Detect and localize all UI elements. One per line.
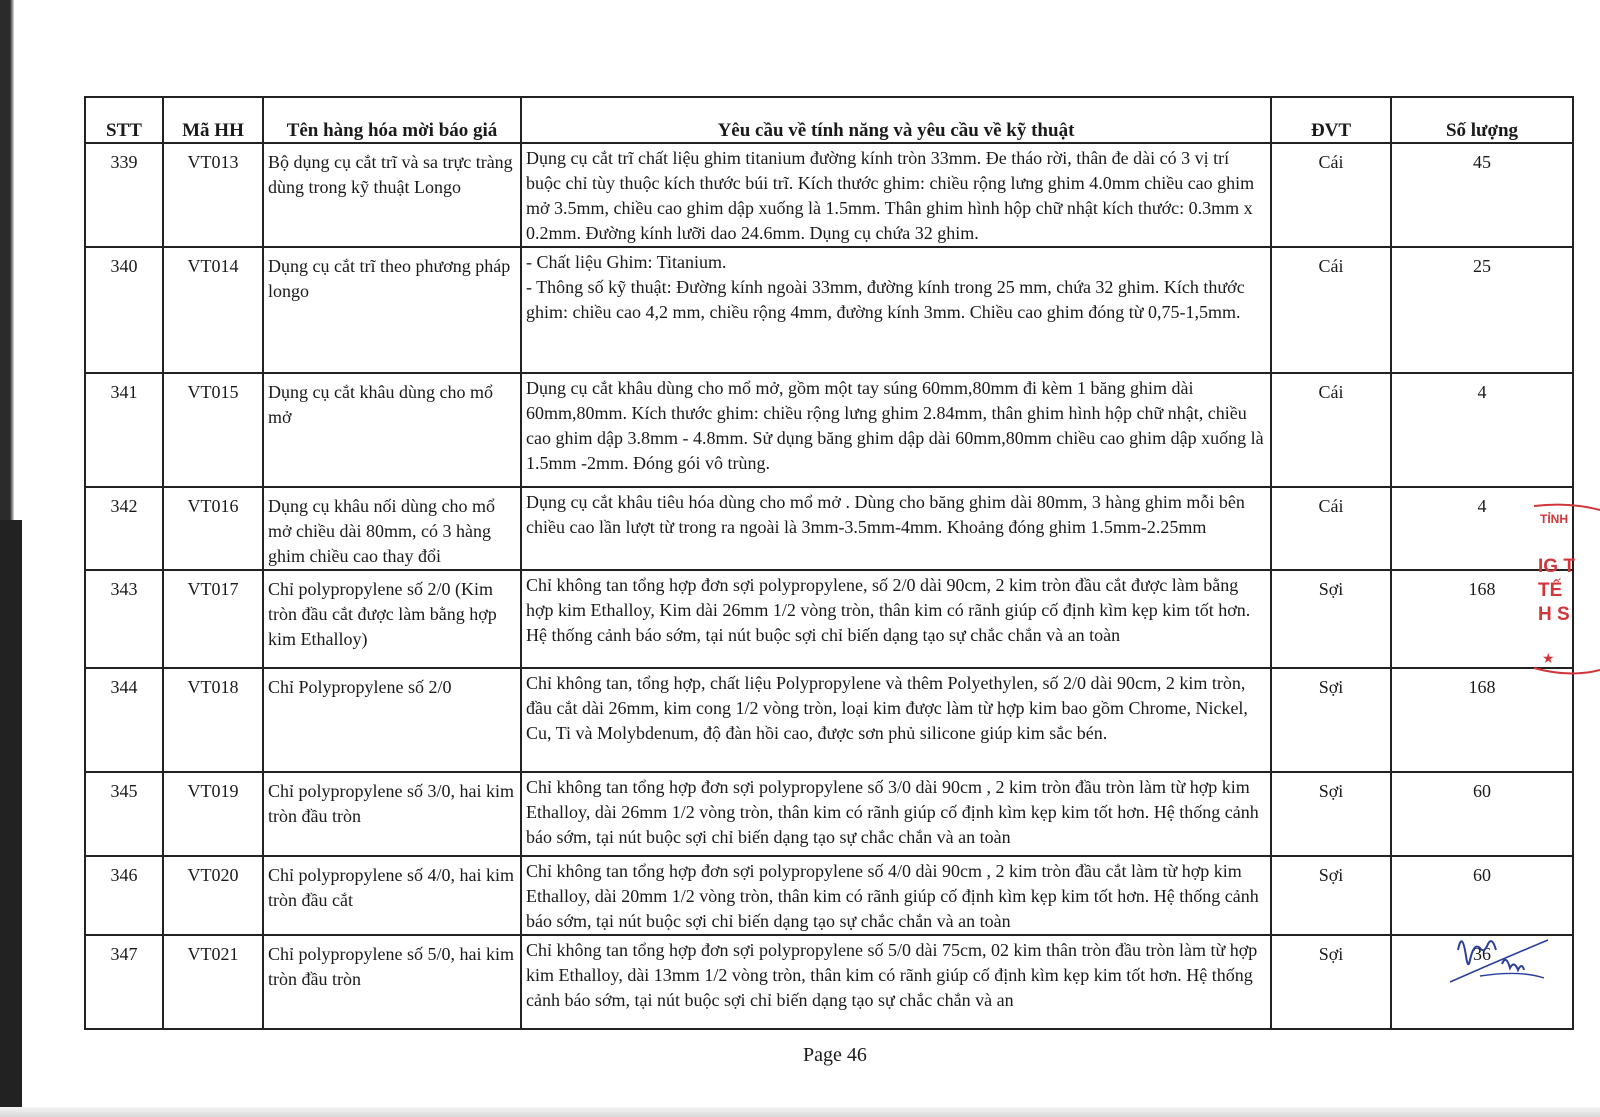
cell-qty: 4	[1391, 373, 1573, 487]
table-row	[85, 856, 1573, 935]
table-body	[85, 143, 1573, 1029]
cell-code: VT021	[163, 935, 263, 1029]
table-row	[85, 247, 1573, 373]
cell-name: Dụng cụ cắt khâu dùng cho mổ mở	[263, 373, 521, 487]
cell-unit: Sợi	[1271, 668, 1391, 772]
header-spec: Yêu cầu về tính năng và yêu cầu về kỹ thuật	[521, 97, 1271, 143]
cell-stt: 342	[85, 487, 163, 570]
quotation-table	[84, 96, 1574, 1030]
cell-unit: Sợi	[1271, 935, 1391, 1029]
cell-unit: Cái	[1271, 143, 1391, 247]
cell-stt: 343	[85, 570, 163, 668]
scan-left-edge-lower	[0, 520, 22, 1117]
cell-stt: 344	[85, 668, 163, 772]
header-unit: ĐVT	[1271, 97, 1391, 143]
cell-name: Bộ dụng cụ cắt trĩ và sa trực tràng dùng trong kỹ thuật Longo	[263, 143, 521, 247]
cell-code: VT013	[163, 143, 263, 247]
red-stamp	[1530, 500, 1600, 700]
stamp-text: TẾ	[1538, 580, 1563, 601]
header-code: Mã HH	[163, 97, 263, 143]
table-row	[85, 668, 1573, 772]
cell-code: VT017	[163, 570, 263, 668]
stamp-ring-icon	[1530, 500, 1600, 700]
cell-qty: 45	[1391, 143, 1573, 247]
cell-spec: Chỉ không tan, tổng hợp, chất liệu Polypropylene và thêm Polyethylen, số 2/0 dài 90cm, 2 kim tròn, đầu cắt dài 26mm, kim cong 1/2 vòng tròn, loại kim được làm từ hợp kim bao gồm Chrome, Nickel, Cu, Ti và Molybdenum, độ đàn hồi cao, được sơn phủ silicone giúp kim sắc bén.	[521, 668, 1271, 772]
cell-code: VT016	[163, 487, 263, 570]
cell-stt: 341	[85, 373, 163, 487]
cell-stt: 340	[85, 247, 163, 373]
cell-stt: 345	[85, 772, 163, 856]
cell-qty: 36	[1391, 935, 1573, 1029]
cell-code: VT015	[163, 373, 263, 487]
stamp-star-icon: ★	[1542, 650, 1555, 666]
table-row	[85, 935, 1573, 1029]
cell-spec: Dụng cụ cắt khâu tiêu hóa dùng cho mổ mở . Dùng cho băng ghim dài 80mm, 3 hàng ghim mỗi bên chiều cao lần lượt từ trong ra ngoài là 3mm-3.5mm-4mm. Khoảng đóng ghim 1.5mm-2.25mm	[521, 487, 1271, 570]
header-qty: Số lượng	[1391, 97, 1573, 143]
cell-unit: Sợi	[1271, 772, 1391, 856]
table-row	[85, 373, 1573, 487]
cell-spec: Chỉ không tan tổng hợp đơn sợi polypropylene số 3/0 dài 90cm , 2 kim tròn đầu tròn làm từ hợp kim Ethalloy, dài 26mm 1/2 vòng tròn, thân kim có rãnh giúp cố định kìm kẹp kim tốt hơn. Hệ thống cảnh báo sớm, tại nút buộc sợi chỉ biến dạng tạo sự chắc chắn và an toàn	[521, 772, 1271, 856]
cell-qty: 168	[1391, 570, 1573, 668]
page-number: Page 46	[803, 1044, 867, 1066]
cell-qty: 60	[1391, 856, 1573, 935]
cell-unit: Cái	[1271, 373, 1391, 487]
cell-qty: 4	[1391, 487, 1573, 570]
stamp-text: TỈNH	[1540, 512, 1568, 526]
cell-code: VT019	[163, 772, 263, 856]
header-name: Tên hàng hóa mời báo giá	[263, 97, 521, 143]
cell-name: Chỉ polypropylene số 3/0, hai kim tròn đầu tròn	[263, 772, 521, 856]
cell-spec: Chỉ không tan tổng hợp đơn sợi polypropylene số 4/0 dài 90cm , 2 kim tròn đầu cắt làm từ hợp kim Ethalloy, dài 20mm 1/2 vòng tròn, thân kim có rãnh giúp cố định kìm kẹp kim tốt hơn. Hệ thống cảnh báo sớm, tại nút buộc sợi chỉ biến dạng tạo sự chắc chắn và an toàn	[521, 856, 1271, 935]
cell-code: VT020	[163, 856, 263, 935]
table-header-row	[85, 97, 1573, 143]
cell-qty: 168	[1391, 668, 1573, 772]
cell-spec: - Chất liệu Ghim: Titanium. - Thông số kỹ thuật: Đường kính ngoài 33mm, đường kính trong 25 mm, chứa 32 ghim. Kích thước ghim: chiều cao 4,2 mm, chiều rộng 4mm, đường kính 3mm. Chiều cao ghim đóng từ 0,75-1,5mm.	[521, 247, 1271, 373]
table-row	[85, 143, 1573, 247]
scan-bottom-edge	[0, 1107, 1600, 1117]
cell-name: Dụng cụ cắt trĩ theo phương pháp longo	[263, 247, 521, 373]
cell-spec: Chỉ không tan tổng hợp đơn sợi polypropylene số 5/0 dài 75cm, 02 kim thân tròn đầu tròn làm từ hợp kim Ethalloy, dài 13mm 1/2 vòng tròn, thân kim có rãnh giúp cố định kìm kẹp kim tốt hơn. Hệ thống cảnh báo sớm, tại nút buộc sợi chỉ biến dạng tạo sự chắc chắn và an	[521, 935, 1271, 1029]
cell-name: Dụng cụ khâu nối dùng cho mổ mở chiều dài 80mm, có 3 hàng ghim chiều cao thay đổi	[263, 487, 521, 570]
cell-qty: 60	[1391, 772, 1573, 856]
cell-spec: Dụng cụ cắt trĩ chất liệu ghim titanium đường kính tròn 33mm. Đe tháo rời, thân đe dài có 3 vị trí buộc chỉ tùy thuộc kích thước búi trĩ. Kích thước ghim: chiều rộng lưng ghim 4.0mm chiều cao ghim mở 3.5mm, chiều cao ghim dập xuống là 1.5mm. Thân ghim hình hộp chữ nhật kích thước: 0.3mm x 0.2mm. Đường kính lưỡi dao 24.6mm. Dụng cụ chứa 32 ghim.	[521, 143, 1271, 247]
cell-name: Chỉ polypropylene số 5/0, hai kim tròn đầu tròn	[263, 935, 521, 1029]
cell-unit: Cái	[1271, 247, 1391, 373]
cell-stt: 346	[85, 856, 163, 935]
cell-unit: Sợi	[1271, 570, 1391, 668]
cell-name: Chỉ Polypropylene số 2/0	[263, 668, 521, 772]
cell-qty: 25	[1391, 247, 1573, 373]
cell-code: VT018	[163, 668, 263, 772]
table-row	[85, 570, 1573, 668]
cell-stt: 347	[85, 935, 163, 1029]
cell-stt: 339	[85, 143, 163, 247]
cell-unit: Cái	[1271, 487, 1391, 570]
cell-spec: Chỉ không tan tổng hợp đơn sợi polypropylene, số 2/0 dài 90cm, 2 kim tròn đầu cắt được làm bằng hợp kim Ethalloy, Kim dài 26mm 1/2 vòng tròn, thân kim có rãnh giúp cố định kìm kẹp kim tốt hơn. Hệ thống cảnh báo sớm, tại nút buộc sợi chỉ biến dạng tạo sự chắc chắn và an toàn	[521, 570, 1271, 668]
table-row	[85, 772, 1573, 856]
stamp-text: IG T	[1538, 556, 1575, 577]
header-stt: STT	[85, 97, 163, 143]
cell-name: Chỉ polypropylene số 4/0, hai kim tròn đầu cắt	[263, 856, 521, 935]
cell-name: Chỉ polypropylene số 2/0 (Kim tròn đầu cắt được làm bằng hợp kim Ethalloy)	[263, 570, 521, 668]
handwritten-signature	[1440, 920, 1550, 990]
table-row	[85, 487, 1573, 570]
cell-code: VT014	[163, 247, 263, 373]
cell-spec: Dụng cụ cắt khâu dùng cho mổ mở, gồm một tay súng 60mm,80mm đi kèm 1 băng ghim dài 60mm,80mm. Kích thước ghim: chiều rộng lưng ghim 2.84mm, thân ghim hình hộp chữ nhật, chiều cao ghim dập 3.8mm - 4.8mm. Sử dụng băng ghim dập dài 60mm,80mm chiều cao ghim dập xuống là 1.5mm -2mm. Đóng gói vô trùng.	[521, 373, 1271, 487]
stamp-text: H S	[1538, 604, 1570, 625]
cell-unit: Sợi	[1271, 856, 1391, 935]
